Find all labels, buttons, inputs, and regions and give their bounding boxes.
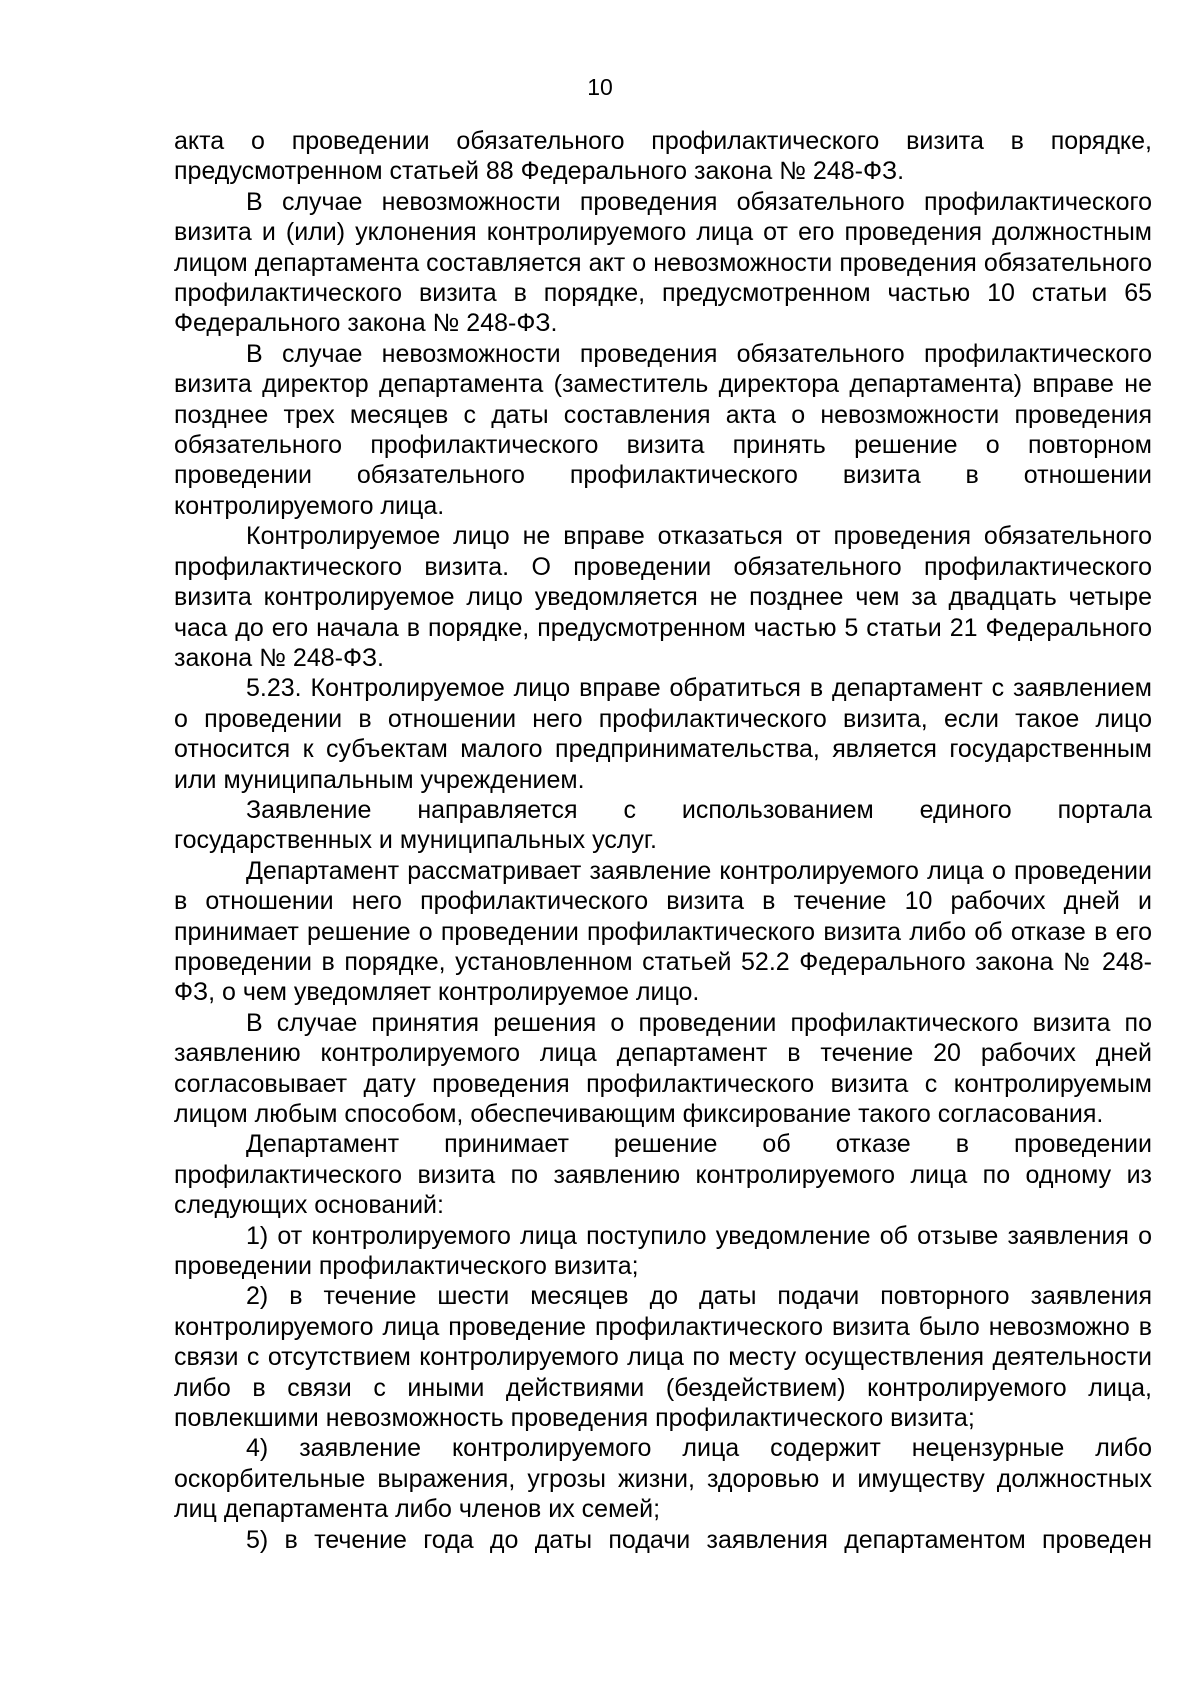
paragraph-impossibility-act: В случае невозможности проведения обязательного профилактического визита и (или) уклонения контролируемого лица от его проведения должностным лицом департамента составляется акт о невозможности проведения обязательного профилактического визита в порядке, предусмотренном частью 10 статьи 65 Федерального закона № 248-ФЗ.: [174, 187, 1152, 338]
document-body: [174, 126, 1152, 1555]
paragraph-no-refusal: Контролируемое лицо не вправе отказаться от проведения обязательного профилактического визита. О проведении обязательного профилактического визита контролируемое лицо уведомляется не позднее чем за двадцать четыре часа до его начала в порядке, предусмотренном частью 5 статьи 21 Федерального закона № 248-ФЗ.: [174, 522, 1152, 672]
paragraph-application-portal: Заявление направляется с использованием единого портала государственных и муниципальных услуг.: [174, 795, 1152, 855]
paragraph-agree-date: В случае принятия решения о проведении профилактического визита по заявлению контролируемого лица департамент в течение 20 рабочих дней согласовывает дату проведения профилактического визита с контролируемым лицом любым способом, обеспечивающим фиксирование такого согласования.: [174, 1008, 1152, 1128]
paragraph-5-23: 5.23. Контролируемое лицо вправе обратиться в департамент с заявлением о проведении в отношении него профилактического визита, если такое лицо относится к субъектам малого предпринимательства, является государственным или муниципальным учреждением.: [174, 674, 1152, 794]
paragraph-repeat-visit: В случае невозможности проведения обязательного профилактического визита директор департамента (заместитель директора департамента) вправе не позднее трех месяцев с даты составления акта о невозможности проведения обязательного профилактического визита принять решение о повторном проведении обязательного профилактического визита в отношении контролируемого лица.: [174, 339, 1152, 520]
paragraph-continuation: акта о проведении обязательного профилактического визита в порядке, предусмотренном статьей 88 Федерального закона № 248-ФЗ.: [174, 127, 1152, 186]
list-item-1: 1) от контролируемого лица поступило уведомление об отзыве заявления о проведении профилактического визита;: [174, 1221, 1152, 1281]
page-number: 10: [587, 74, 613, 100]
paragraph-refusal-grounds: Департамент принимает решение об отказе в проведении профилактического визита по заявлению контролируемого лица по одному из следующих оснований:: [174, 1130, 1152, 1220]
list-item-5: 5) в течение года до даты подачи заявления департаментом проведен: [246, 1525, 1152, 1554]
list-item-2: 2) в течение шести месяцев до даты подачи повторного заявления контролируемого лица проведение профилактического визита было невозможно в связи с отсутствием контролируемого лица по месту осуществления деятельности либо в связи с иными действиями (бездействием) контролируемого лица, повлекшими невозможность проведения профилактического визита;: [174, 1282, 1152, 1433]
paragraph-review-application: Департамент рассматривает заявление контролируемого лица о проведении в отношении него профилактического визита в течение 10 рабочих дней и принимает решение о проведении профилактического визита либо об отказе в его проведении в порядке, установленном статьей 52.2 Федерального закона № 248-ФЗ, о чем уведомляет контролируемое лицо.: [174, 856, 1152, 1007]
list-item-4: 4) заявление контролируемого лица содержит нецензурные либо оскорбительные выражения, угрозы жизни, здоровью и имуществу должностных лиц департамента либо членов их семей;: [174, 1434, 1152, 1524]
